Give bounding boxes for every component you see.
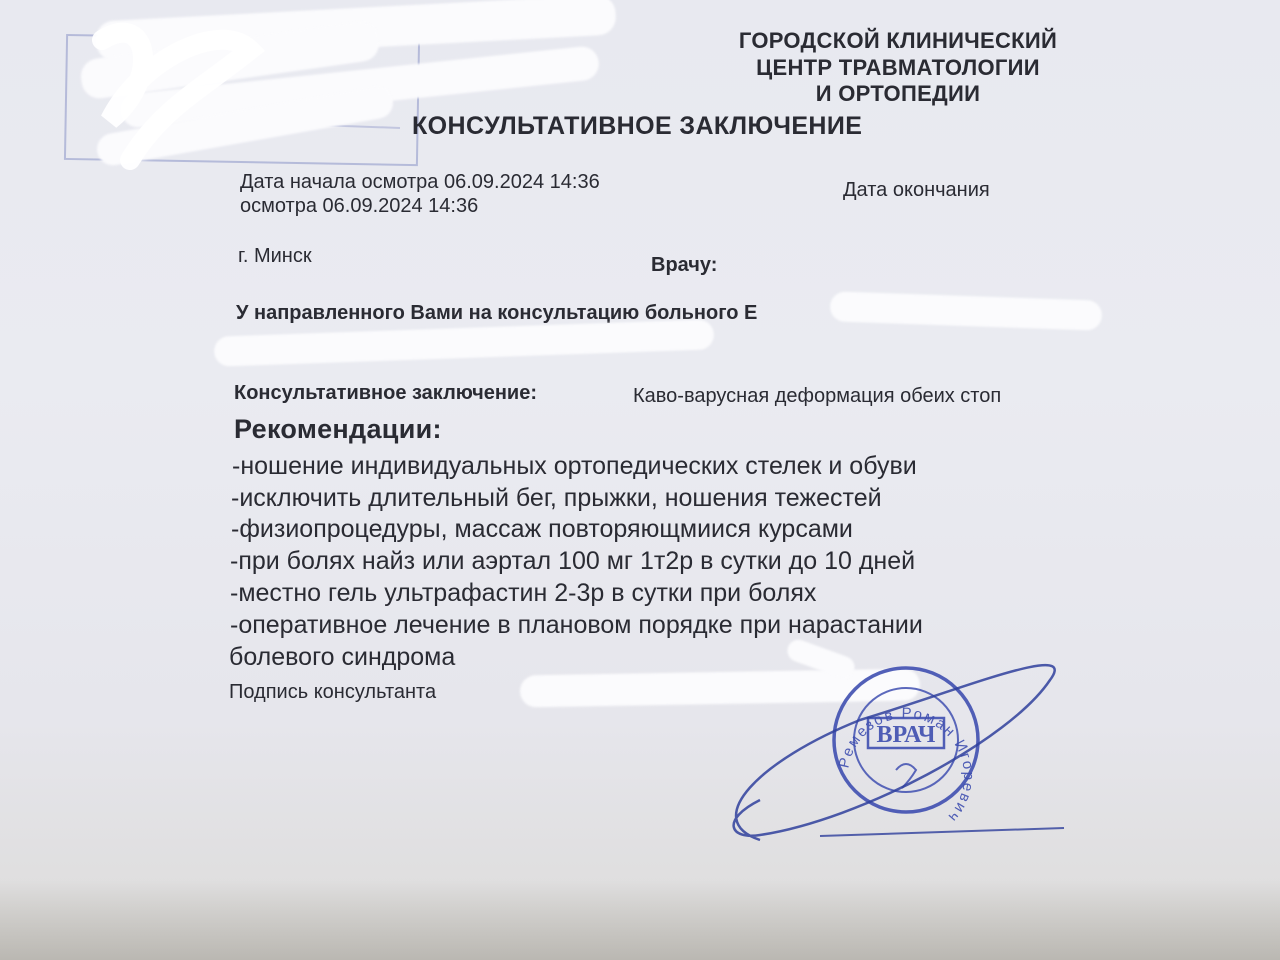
conclusion-label: Консультативное заключение: — [234, 382, 537, 404]
recommendations-heading: Рекомендации: — [234, 414, 442, 444]
recommendation-item: -местно гель ультрафастин 2-3р в сутки при болях — [230, 579, 817, 607]
document-title: КОНСУЛЬТАТИВНОЕ ЗАКЛЮЧЕНИЕ — [412, 112, 863, 140]
recommendation-item: болевого синдрома — [229, 643, 456, 671]
recommendation-item: -ношение индивидуальных ортопедических стелек и обуви — [232, 452, 917, 480]
org-line-1: ГОРОДСКОЙ КЛИНИЧЕСКИЙ — [738, 28, 1058, 53]
recommendation-item: -при болях найз или аэртал 100 мг 1т2р в сутки до 10 дней — [230, 547, 916, 575]
signature-swirl — [734, 665, 1055, 840]
conclusion-value: Каво-варусная деформация обеих стоп — [633, 385, 1002, 407]
exam-start-line-2: осмотра 06.09.2024 14:36 — [240, 195, 479, 217]
city: г. Минск — [238, 245, 312, 267]
org-line-2: ЦЕНТР ТРАВМАТОЛОГИИ — [756, 55, 1040, 80]
org-line-3: И ОРТОПЕДИИ — [815, 81, 981, 106]
signature-label: Подпись консультанта — [229, 681, 437, 703]
stamp-center-text: ВРАЧ — [876, 722, 936, 748]
recommendation-item: -исключить длительный бег, прыжки, ношения тежестей — [231, 484, 882, 512]
exam-end-label: Дата окончания — [843, 179, 990, 201]
exam-start-line-1: Дата начала осмотра 06.09.2024 14:36 — [240, 171, 600, 193]
recommendation-item: -оперативное лечение в плановом порядке при нарастании — [230, 611, 923, 639]
doctor-label: Врачу: — [651, 254, 718, 276]
stamp-ring-text: Ремезов Роман Игоревич — [835, 704, 978, 827]
recommendation-item: -физиопроцедуры, массаж повторяющмиися курсами — [231, 515, 853, 543]
referral-text: У направленного Вами на консультацию больного Е — [236, 302, 758, 324]
